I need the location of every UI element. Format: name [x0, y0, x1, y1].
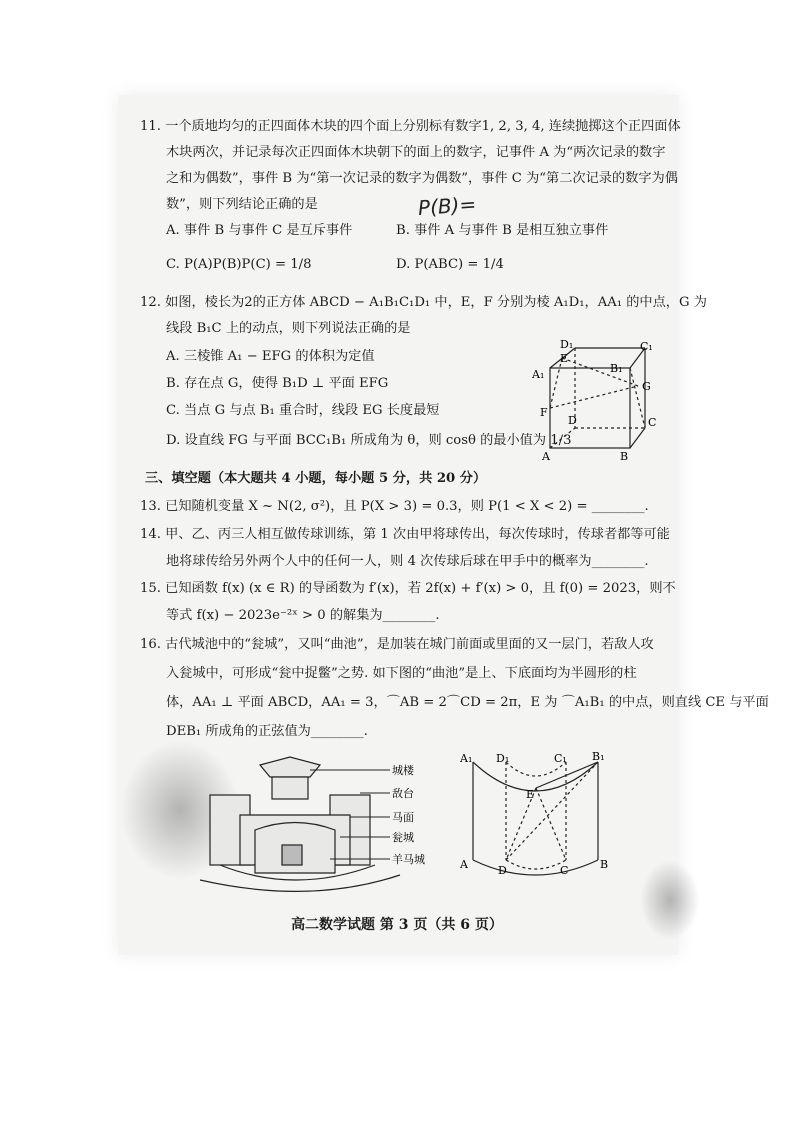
q11-text-line: 之和为偶数”，事件 B 为“第一次记录的数字为偶数”，事件 C 为“第二次记录的数字为偶 — [166, 171, 678, 186]
solid-label: A — [460, 858, 468, 871]
q11-text-line: 数”，则下列结论正确的是 — [166, 197, 318, 212]
castle-label: 敌台 — [392, 787, 414, 800]
q15-text-line: 15. 已知函数 f(x) (x ∈ R) 的导函数为 f′(x)，若 2f(x) + f′(x) > 0，且 f(0) = 2023，则不 — [140, 581, 676, 596]
castle-label: 城楼 — [392, 764, 414, 777]
castle-label: 羊马城 — [392, 853, 425, 866]
cube-label: G — [642, 380, 651, 393]
handwritten-note: P(B)= — [417, 192, 477, 220]
q16-text-line: DEB₁ 所成角的正弦值为________. — [166, 724, 368, 739]
q12-text-line: 12. 如图，棱长为2的正方体 ABCD − A₁B₁C₁D₁ 中，E，F 分别为棱 A₁D₁，AA₁ 的中点，G 为 — [140, 295, 707, 310]
q11-option-c: C. P(A)P(B)P(C) = 1/8 — [166, 257, 312, 272]
q16-text-line: 入瓮城中，可形成“瓮中捉鳖”之势. 如下图的“曲池”是上、下底面均为半圆形的柱 — [166, 666, 637, 681]
q13-text-line: 13. 已知随机变量 X ~ N(2, σ²)，且 P(X > 3) = 0.3，则 P(1 < X < 2) = ________. — [140, 499, 649, 514]
solid-label: A₁ — [460, 752, 473, 765]
solid-label: E — [526, 788, 535, 801]
cube-label: C₁ — [640, 340, 653, 353]
solid-label: D₁ — [496, 752, 510, 765]
cube-label: B — [620, 450, 629, 463]
castle-illustration — [200, 755, 450, 895]
solid-label: B₁ — [592, 750, 605, 763]
solid-label: B — [600, 858, 609, 871]
solid-diagram — [458, 750, 618, 880]
cube-diagram — [530, 338, 665, 463]
q12-option-b: B. 存在点 G，使得 B₁D ⊥ 平面 EFG — [166, 376, 389, 391]
solid-label: C — [560, 864, 569, 877]
castle-label: 瓮城 — [392, 831, 414, 844]
cube-label: C — [648, 416, 657, 429]
solid-label: D — [498, 864, 507, 877]
cube-label: F — [540, 406, 548, 419]
q16-text-line: 16. 古代城池中的“瓮城”，又叫“曲池”，是加装在城门前面或里面的又一层门，若敌人攻 — [140, 637, 654, 652]
q12-text-line: 线段 B₁C 上的动点，则下列说法正确的是 — [166, 321, 411, 336]
castle-label: 马面 — [392, 811, 414, 824]
q14-text-line: 14. 甲、乙、丙三人相互做传球训练，第 1 次由甲将球传出，每次传球时，传球者都等可能 — [140, 527, 670, 542]
q12-option-c: C. 当点 G 与点 B₁ 重合时，线段 EG 长度最短 — [166, 403, 440, 418]
q11-option-a: A. 事件 B 与事件 C 是互斥事件 — [166, 223, 353, 238]
page-footer: 高二数学试题 第 3 页（共 6 页） — [291, 917, 503, 933]
cube-label: D₁ — [560, 338, 574, 351]
q11-text-line: 木块两次，并记录每次正四面体木块朝下的面上的数字，记事件 A 为“两次记录的数字 — [166, 145, 666, 160]
cube-label: E — [560, 352, 569, 365]
section-title: 三、填空题（本大题共 4 小题，每小题 5 分，共 20 分） — [145, 471, 487, 486]
cube-label: B₁ — [610, 362, 623, 375]
q11-option-b: B. 事件 A 与事件 B 是相互独立事件 — [396, 223, 609, 238]
cube-label: A — [542, 450, 550, 463]
q12-option-a: A. 三棱锥 A₁ − EFG 的体积为定值 — [166, 349, 375, 364]
solid-label: C₁ — [554, 752, 567, 765]
q11-option-d: D. P(ABC) = 1/4 — [396, 257, 504, 272]
q16-text-line: 体，AA₁ ⊥ 平面 ABCD，AA₁ = 3，⌒AB = 2⌒CD = 2π，E 为 ⌒A₁B₁ 的中点，则直线 CE 与平面 — [166, 695, 769, 710]
cube-label: D — [568, 414, 577, 427]
q15-text-line: 等式 f(x) − 2023e⁻²ˣ > 0 的解集为________. — [166, 608, 440, 623]
q14-text-line: 地将球传给另外两个人中的任何一人，则 4 次传球后球在甲手中的概率为________. — [166, 554, 649, 569]
q11-text-line: 11. 一个质地均匀的正四面体木块的四个面上分别标有数字1, 2, 3, 4, 连续抛掷这个正四面体 — [140, 119, 681, 134]
cube-label: A₁ — [532, 368, 545, 381]
q12-option-d: D. 设直线 FG 与平面 BCC₁B₁ 所成角为 θ，则 cosθ 的最小值为 1/3 — [166, 433, 572, 448]
